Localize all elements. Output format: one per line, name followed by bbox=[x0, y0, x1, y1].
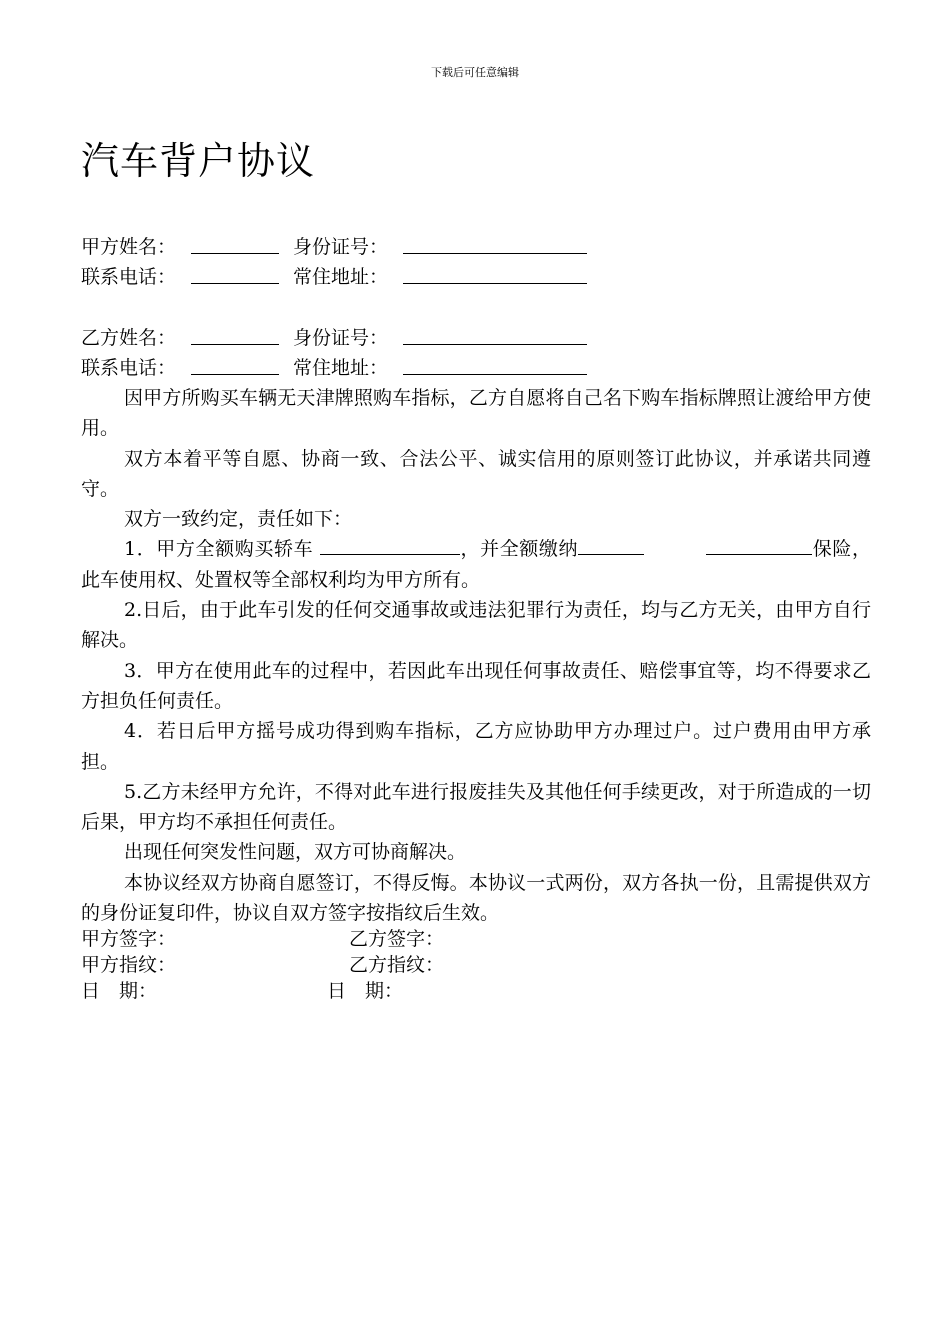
clause-3: 3．甲方在使用此车的过程中，若因此车出现任何事故责任、赔偿事宜等，均不得要求乙方担负任何责任。 bbox=[81, 659, 871, 712]
clause-1-text-b: ，并全额缴纳 bbox=[459, 538, 579, 561]
header-note: 下载后可任意编辑 bbox=[431, 66, 519, 79]
party-b-fingerprint-label: 乙方指纹： bbox=[349, 954, 445, 976]
agreement-body bbox=[81, 383, 871, 928]
signature-block bbox=[81, 926, 871, 1004]
document-title: 汽车背户协议 bbox=[81, 139, 316, 183]
paragraph-disputes: 出现任何突发性问题，双方可协商解决。 bbox=[124, 841, 467, 864]
party-a-name-blank bbox=[191, 253, 279, 254]
clause-4: 4．若日后甲方摇号成功得到购车指标，乙方应协助甲方办理过户。过户费用由甲方承担。 bbox=[81, 720, 871, 773]
paragraph-intro: 因甲方所购买车辆无天津牌照购车指标，乙方自愿将自己名下购车指标牌照让渡给甲方使用。 bbox=[81, 387, 871, 440]
clause-1-text-a: 1．甲方全额购买轿车 bbox=[124, 538, 314, 561]
paragraph-responsibilities-heading: 双方一致约定，责任如下： bbox=[124, 508, 353, 531]
party-a-address-label: 常住地址： bbox=[293, 266, 389, 288]
clause-1-text-c: 保险，此车使用权、处置权等全部权利均为甲方所有。 bbox=[81, 538, 871, 591]
party-b-address-blank bbox=[403, 374, 587, 375]
party-a-signature-label: 甲方签字： bbox=[81, 928, 177, 950]
party-b-id-blank bbox=[403, 344, 587, 345]
party-b-name-blank bbox=[191, 344, 279, 345]
paragraph-effectiveness: 本协议经双方协商自愿签订，不得反悔。本协议一式两份，双方各执一份，且需提供双方的身份证复印件，协议自双方签字按指纹后生效。 bbox=[81, 871, 871, 925]
party-a-id-label: 身份证号： bbox=[293, 236, 389, 258]
party-a-name-label: 甲方姓名： bbox=[81, 236, 177, 258]
date-row bbox=[81, 978, 871, 1004]
party-a-phone-blank bbox=[191, 283, 279, 284]
party-b-address-label: 常住地址： bbox=[293, 357, 389, 379]
party-a-address-blank bbox=[403, 283, 587, 284]
paragraph-principles: 双方本着平等自愿、协商一致、合法公平、诚实信用的原则签订此协议，并承诺共同遵守。 bbox=[81, 447, 871, 500]
car-model-blank bbox=[320, 534, 460, 555]
party-b-phone-blank bbox=[191, 374, 279, 375]
fingerprint-row bbox=[81, 952, 871, 978]
signature-row bbox=[81, 926, 871, 952]
party-b-name-label: 乙方姓名： bbox=[81, 327, 177, 349]
party-a-phone-label: 联系电话： bbox=[81, 266, 177, 288]
insurance-blank-2 bbox=[706, 534, 812, 555]
party-b-id-label: 身份证号： bbox=[293, 327, 389, 349]
party-a-fingerprint-label: 甲方指纹： bbox=[81, 954, 177, 976]
party-b-signature-label: 乙方签字： bbox=[349, 928, 445, 950]
clause-1 bbox=[81, 534, 871, 595]
party-b-date-label: 日 期： bbox=[327, 980, 404, 1002]
party-a-id-blank bbox=[403, 253, 587, 254]
party-a-date-label: 日 期： bbox=[81, 980, 158, 1002]
party-b-phone-label: 联系电话： bbox=[81, 357, 177, 379]
insurance-blank-1 bbox=[578, 534, 644, 555]
clause-5: 5.乙方未经甲方允许，不得对此车进行报废挂失及其他任何手续更改，对于所造成的一切后果，甲方均不承担任何责任。 bbox=[81, 780, 871, 834]
clause-2: 2.日后，由于此车引发的任何交通事故或违法犯罪行为责任，均与乙方无关，由甲方自行解决。 bbox=[81, 599, 871, 652]
